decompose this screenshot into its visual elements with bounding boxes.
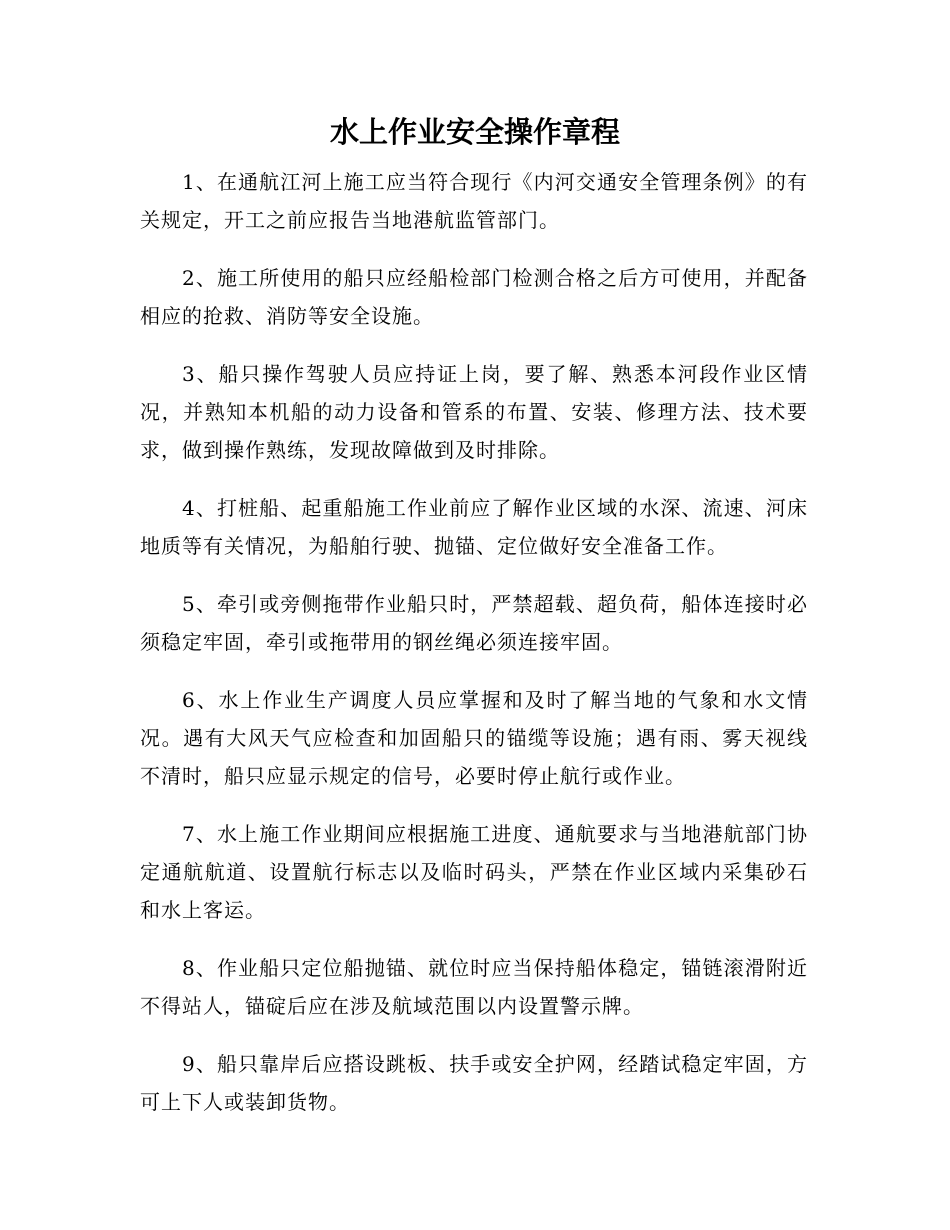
paragraph-5: 5、牵引或旁侧拖带作业船只时，严禁超载、超负荷，船体连接时必须稳定牢固，牵引或拖带用的钢丝绳必须连接牢固。 <box>140 592 808 654</box>
paragraph-7: 7、水上施工作业期间应根据施工进度、通航要求与当地港航部门协定通航航道、设置航行标志以及临时码头，严禁在作业区域内采集砂石和水上客运。 <box>140 822 808 922</box>
paragraph-1: 1、在通航江河上施工应当符合现行《内河交通安全管理条例》的有关规定，开工之前应报告当地港航监管部门。 <box>140 170 808 232</box>
paragraph-4: 4、打桩船、起重船施工作业前应了解作业区域的水深、流速、河床地质等有关情况，为船舶行驶、抛锚、定位做好安全准备工作。 <box>140 496 808 558</box>
paragraph-8: 8、作业船只定位船抛锚、就位时应当保持船体稳定，锚链滚滑附近不得站人，锚碇后应在涉及航域范围以内设置警示牌。 <box>140 956 808 1018</box>
paragraph-9: 9、船只靠岸后应搭设跳板、扶手或安全护网，经踏试稳定牢固，方可上下人或装卸货物。 <box>140 1052 808 1114</box>
paragraph-3: 3、船只操作驾驶人员应持证上岗，要了解、熟悉本河段作业区情况，并熟知本机船的动力设备和管系的布置、安装、修理方法、技术要求，做到操作熟练，发现故障做到及时排除。 <box>140 362 808 462</box>
paragraph-6: 6、水上作业生产调度人员应掌握和及时了解当地的气象和水文情况。遇有大风天气应检查和加固船只的锚缆等设施；遇有雨、雾天视线不清时，船只应显示规定的信号，必要时停止航行或作业。 <box>140 688 808 788</box>
paragraph-2: 2、施工所使用的船只应经船检部门检测合格之后方可使用，并配备相应的抢救、消防等安全设施。 <box>140 266 808 328</box>
document-title: 水上作业安全操作章程 <box>329 115 620 149</box>
document-body <box>140 163 808 1141</box>
